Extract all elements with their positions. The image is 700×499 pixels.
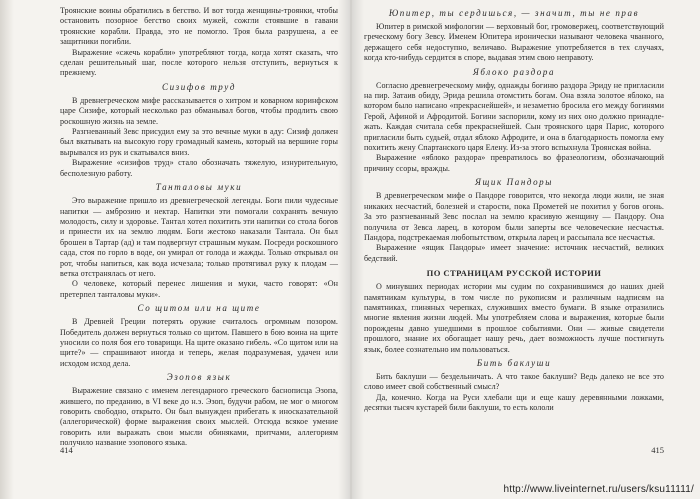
page-number: 414 [60, 445, 73, 455]
paragraph: О минувших периодах истории мы судим по сохранившимся до наших дней памятникам культуры, в том числе по рукописям и различным надписям на памятниках, глиняных черепках, служивших вместо бумаги. В языке отразились многие явления жизни людей. Мы употребляем слова и выражения, которые были порождены давно ушедшими в прошлое событиями. Они — живые свидетели прошлого, знание их обогащает нашу речь, дает возможность лучше постигнуть язык, более сознательно им пользоваться. [364, 282, 664, 354]
section-baklushi [364, 358, 664, 414]
paragraph: Троянские воины обратились в бегство. И вот тогда женщины-троянки, чтобы остановить позорное бегство своих мужей, сожгли стоявшие в гавани троянские корабли. Правда, это не помогло. Троя была разрушена, а ее защитники погибли. [60, 6, 338, 47]
section-title: Со щитом или на щите [137, 303, 261, 314]
paragraph: Выражение «сизифов труд» стало обозначать тяжелую, изнурительную, бесполезную работу. [60, 158, 338, 178]
right-page [350, 0, 700, 499]
paragraph: В древнегреческом мифе о Пандоре говорится, что некогда люди жили, не зная никаких несчастий, болезней и старости, пока Прометей не похитил у богов огонь. За это разгневанный Зевс послал на землю красивую женщину — Пандору. Она получила от Зевса ларец, в котором были заперты все человеческие несчастья. Пандора, подстрекаемая любопытством, открыла ларец и рассыпала все несчастья. [364, 191, 664, 242]
section-pandora [364, 177, 664, 264]
section-sisyphus [60, 82, 338, 179]
section-shield [60, 303, 338, 369]
paragraph: О человеке, который перенес лишения и муки, часто говорят: «Он претерпел танталовы муки». [60, 279, 338, 299]
paragraph: В Древней Греции потерять оружие считалось огромным позором. Победитель должен вернуться только со щитом. Павшего в бою воина на щите уносили со поля боя его товарищи. На щите оказано гибель. «Со щитом или на щите?» — спрашивают иногда и теперь, желая подразумевая, удачен или исходом исход дела. [60, 317, 338, 368]
section-title: Ящик Пандоры [475, 177, 553, 188]
section-title: Яблоко раздора [472, 66, 556, 77]
paragraph: Юпитер в римской мифологии — верховный бог, громовержец, соответствующий греческому богу Зевсу. Именем Юпитера иронически называют человека чванного, держащего себя недоступно, величаво. Выражение употребляется в тех случаях, когда кто-нибудь сердится в споре, выдавая этим свою неправоту. [364, 22, 664, 63]
page-edge-shadow [0, 0, 14, 499]
paragraph: Выражение «ящик Пандоры» имеет значение: источник несчастий, великих бедствий. [364, 243, 664, 263]
left-intro [60, 6, 338, 79]
book-gutter [338, 0, 364, 499]
paragraph: Согласно древнегреческому мифу, однажды богиню раздора Эриду не пригласили на пир. Затаив обиду, Эрида решила отомстить богам. Она взяла золотое яблоко, на котором было написано «прекраснейшей», и незаметно бросила его между богинями Герой, Афиной и Афродитой. Богини заспорили, кому из них оно должно принадлежать. Каждая считала себя прекраснейшей. Сын троянского царя Парис, которого пригласили быть судьей, отдал яблоко Афродите, и она в благодарность помогла ему похитить жену Спартанского царя Елену. Из-за этого вспыхнула Троянская война. [364, 80, 664, 153]
section-title: Бить баклуши [476, 357, 552, 368]
section-title: Сизифов труд [161, 81, 237, 92]
section-aesop [60, 372, 338, 448]
chapter-russian-history [364, 268, 664, 355]
paragraph: Выражение связано с именем легендарного греческого баснописца Эзопа, жившего, по преданию, в VI веке до н.э. Эзоп, будучи рабом, не мог о многом говорить свободно, открыто. Он был вынужден прибегать к иносказательной (аллегорической) форме выражения своих мыслей. Отсюда всякое умение говорить или выражать свои мысли обиняками, притчами, аллегориям получило название эзопового языка. [60, 386, 338, 448]
section-apple [364, 67, 664, 175]
section-tantalus [60, 182, 338, 300]
paragraph: Выражение «яблоко раздора» превратилось во фразеологизм, обозначающий причину ссоры, вражды. [364, 153, 664, 173]
section-title: Эзопов язык [166, 372, 232, 383]
watermark-url[interactable]: http://www.liveinternet.ru/users/ksu11111/ [503, 484, 694, 495]
page-number: 415 [651, 445, 664, 455]
paragraph: Бить баклуши — бездельничать. А что такое баклуши? Ведь далеко не все это слово имеет свой собственный смысл? [364, 371, 664, 392]
paragraph: Это выражение пришло из древнегреческой легенды. Боги пили чудесные напитки — амброзию и нектар. Напитки эти помогали сохранять вечную молодость, силу и здоровье. Тантал хотел похитить эти напитки со стола богов и принести их на землю людям. Боги жестоко наказали Тантала. Он был брошен в Тартар (ад) и там подвергнут страшным мукам. Посреди роскошного сада, стоя по горло в воде, он умирал от голода и жажды. Только открывал он рот, чтобы напиться, как вода исчезала; только протягивал руку к плодам — ветка отстранялась от него. [60, 196, 338, 278]
paragraph: Выражение «сжечь корабли» употребляют тогда, когда хотят сказать, что сделан решительный шаг, после которого нельзя отступить, вернуться к прежнему. [60, 47, 338, 78]
section-jupiter [364, 8, 664, 64]
paragraph: В древнегреческом мифе рассказывается о хитром и коварном коринфском царе Сизифе, который несколько раз обманывал богов, чтобы продлить свою роскошную жизнь на земле. [60, 95, 338, 126]
chapter-title: ПО СТРАНИЦАМ РУССКОЙ ИСТОРИИ [426, 268, 602, 279]
paragraph: Разгневанный Зевс присудил ему за это вечные муки в аду: Сизиф должен был вкатывать на высокую гору громадный камень, который на вершине горы вырывался из рук и скатывался вниз. [60, 127, 338, 157]
paragraph: Да, конечно. Когда на Руси хлебали щи и еще кашу деревянными ложками, десятки тысяч кустарей били баклуши, то есть кололи [364, 392, 664, 413]
section-title: Юпитер, ты сердишься, — значит, ты не прав [388, 8, 640, 18]
section-title: Танталовы муки [155, 182, 243, 193]
